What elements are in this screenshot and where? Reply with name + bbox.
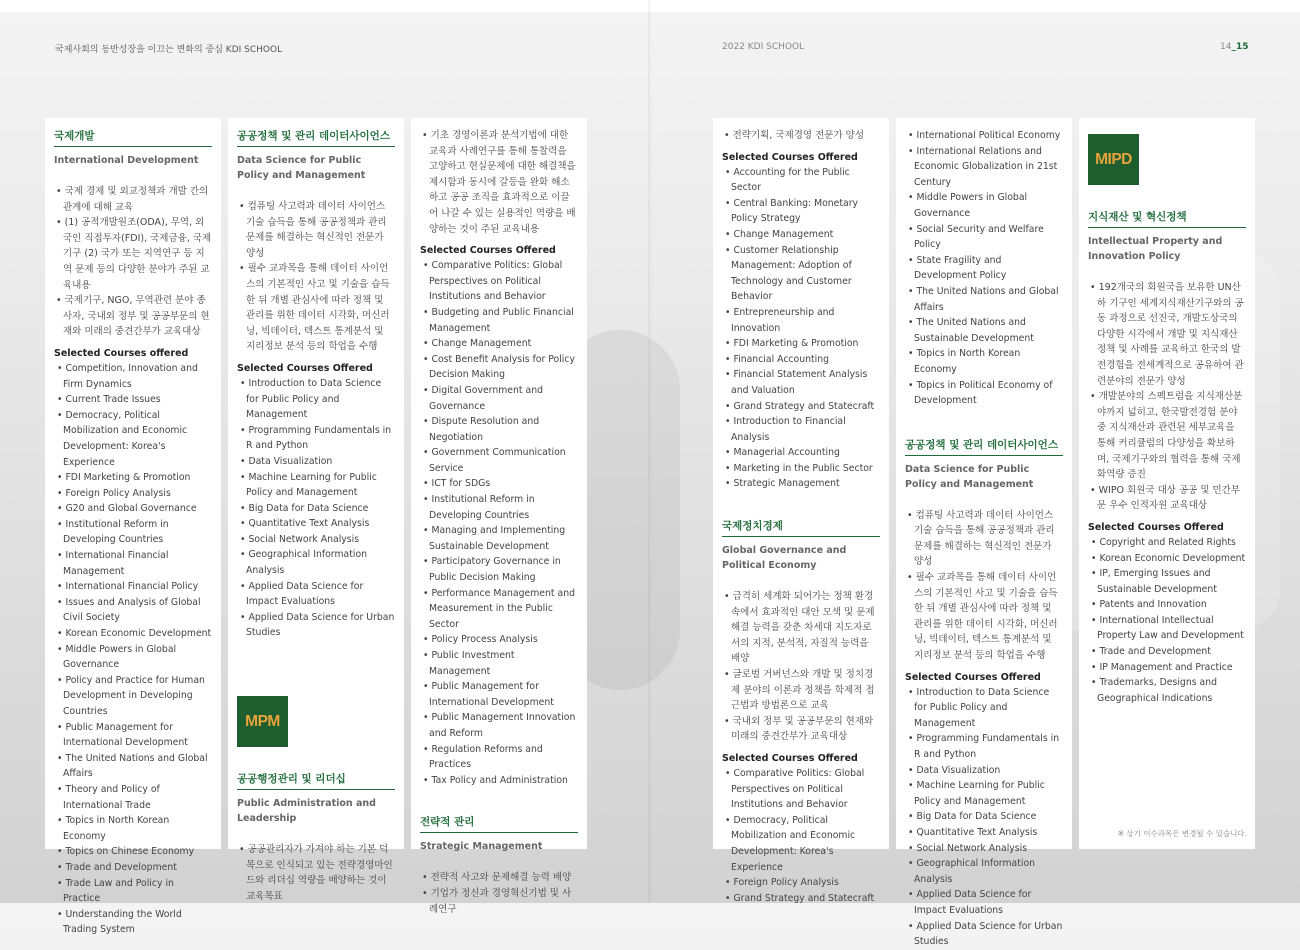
list-item: • Managing and Implementing Sustainable Development	[420, 523, 578, 554]
courses-heading: Selected Courses offered	[54, 347, 189, 359]
list-item: • Middle Powers in Global Governance	[905, 190, 1063, 221]
list-item: • Financial Accounting	[722, 352, 880, 368]
list-item: • 글로벌 거버넌스와 개발 및 정치경제 분야의 이론과 정책을 학제적 접근법과 방법론으로 교육	[722, 667, 880, 714]
column-3	[411, 118, 587, 915]
course-list	[54, 361, 212, 938]
list-item: • Programming Fundamentals in R and Python	[905, 731, 1063, 762]
list-item: • Quantitative Text Analysis	[905, 825, 1063, 841]
list-item: • Machine Learning for Public Policy and Management	[905, 778, 1063, 809]
list-item: • Social Security and Welfare Policy	[905, 222, 1063, 253]
course-list	[905, 685, 1063, 950]
list-item: • 컴퓨팅 사고력과 데이터 사이언스 기술 습득을 통해 공공정책과 관리 문제를 해결하는 혁신적인 전문가 양성	[905, 508, 1063, 570]
section-intellectual-property	[1088, 209, 1246, 706]
running-header-center: 2022 KDI SCHOOL	[722, 42, 805, 52]
list-item: • Topics in North Korean Economy	[905, 346, 1063, 377]
section-title: 공공정책 및 관리 데이터사이언스	[237, 128, 395, 147]
description-list	[1088, 280, 1246, 514]
column-6	[1079, 118, 1255, 849]
description-list	[722, 128, 880, 144]
list-item: • Foreign Policy Analysis	[722, 875, 880, 891]
section-international-development	[54, 128, 212, 938]
section-title: 공공행정관리 및 리더십	[237, 771, 395, 790]
column-2	[228, 118, 404, 902]
list-item: • Data Visualization	[237, 454, 395, 470]
section-subtitle: Data Science for Public Policy and Management	[905, 463, 1034, 490]
list-item: • Public Management Innovation and Reform	[420, 710, 578, 741]
description-list	[237, 842, 395, 904]
list-item: • Trade and Development	[54, 860, 212, 876]
section-public-administration	[237, 771, 395, 904]
list-item: • Geographical Information Analysis	[237, 547, 395, 578]
list-item: • FDI Marketing & Promotion	[54, 470, 212, 486]
list-item: • 국제 경제 및 외교정책과 개발 간의 관계에 대해 교육	[54, 184, 212, 215]
list-item: • Customer Relationship Management: Adoption of Technology and Customer Behavior	[722, 243, 880, 305]
list-item: • International Financial Management	[54, 548, 212, 579]
list-item: • 전략적 사고와 문제해결 능력 배양	[420, 870, 578, 886]
section-data-science	[237, 128, 395, 641]
list-item: • Quantitative Text Analysis	[237, 516, 395, 532]
list-item: • The United Nations and Global Affairs	[905, 284, 1063, 315]
column-5	[896, 118, 1072, 948]
courses-heading: Selected Courses Offered	[1088, 521, 1224, 533]
list-item: • Applied Data Science for Urban Studies	[237, 610, 395, 641]
list-item: • Accounting for the Public Sector	[722, 165, 880, 196]
list-item: • 컴퓨팅 사고력과 데이터 사이언스 기술 습득을 통해 공공정책과 관리 문제를 해결하는 혁신적인 전문가 양성	[237, 199, 395, 261]
list-item: • Competition, Innovation and Firm Dynamics	[54, 361, 212, 392]
list-item: • 급격히 세계화 되어가는 정책 환경 속에서 효과적인 대안 모색 및 문제 해결 능력을 갖춘 차세대 지도자로서의 지적, 분석적, 자질적 능력을 배양	[722, 589, 880, 667]
list-item: • Big Data for Data Science	[237, 501, 395, 517]
list-item: • Patents and Innovation	[1088, 597, 1246, 613]
list-item: • Democracy, Political Mobilization and Economic Development: Korea's Experience	[54, 408, 212, 470]
course-list	[905, 128, 1063, 409]
list-item: • 전략기획, 국제경영 전문가 양성	[722, 128, 880, 144]
list-item: • Applied Data Science for Impact Evaluations	[905, 887, 1063, 918]
list-item: • International Financial Policy	[54, 579, 212, 595]
list-item: • Middle Powers in Global Governance	[54, 642, 212, 673]
description-list	[54, 184, 212, 340]
list-item: • Grand Strategy and Statecraft	[722, 399, 880, 415]
list-item: • Public Management for International Development	[420, 679, 578, 710]
list-item: • Digital Government and Governance	[420, 383, 578, 414]
courses-heading: Selected Courses Offered	[905, 671, 1041, 683]
list-item: • International Intellectual Property Law and Development	[1088, 613, 1246, 644]
page-numbers	[1220, 42, 1248, 52]
section-subtitle: International Development	[54, 155, 199, 166]
list-item: • Comparative Politics: Global Perspectives on Political Institutions and Behavior	[420, 258, 578, 305]
description-list	[420, 870, 578, 917]
list-item: • Geographical Information Analysis	[905, 856, 1063, 887]
list-item: • Tax Policy and Administration	[420, 773, 578, 789]
list-item: • Performance Management and Measurement in the Public Sector	[420, 586, 578, 633]
running-header-left: 국제사회의 동반성장을 이끄는 변화의 중심 KDI SCHOOL	[55, 45, 283, 55]
list-item: • Financial Statement Analysis and Valuation	[722, 367, 880, 398]
list-item: • 필수 교과목을 통해 데이터 사이언스의 기본적인 사고 및 기술을 습득한 뒤 개별 관심사에 따라 정책 및 관리를 위한 데이터 시각화, 머신러닝, 빅데이터, 텍스트 통계분석 및 지리정보 분석 등의 학업을 수행	[237, 261, 395, 355]
column-1	[45, 118, 221, 936]
section-title: 공공정책 및 관리 데이터사이언스	[905, 437, 1063, 456]
list-item: • State Fragility and Development Policy	[905, 253, 1063, 284]
list-item: • Korean Economic Development	[1088, 551, 1246, 567]
column-4	[713, 118, 889, 904]
description-list	[420, 128, 578, 237]
list-item: • Theory and Policy of International Trade	[54, 782, 212, 813]
list-item: • Foreign Policy Analysis	[54, 486, 212, 502]
section-title: 국제개발	[54, 128, 212, 147]
section-subtitle: Intellectual Property and Innovation Policy	[1088, 236, 1223, 262]
course-list	[722, 165, 880, 492]
mipd-badge: MIPD	[1088, 134, 1139, 185]
section-public-administration-cont	[420, 128, 578, 788]
section-title: 국제정치경제	[722, 518, 880, 537]
list-item: • Public Investment Management	[420, 648, 578, 679]
list-item: • Topics on Chinese Economy	[54, 844, 212, 860]
list-item: • Copyright and Related Rights	[1088, 535, 1246, 551]
course-list	[1088, 535, 1246, 707]
list-item: • Dispute Resolution and Negotiation	[420, 414, 578, 445]
course-list	[722, 766, 880, 906]
list-item: • Machine Learning for Public Policy and Management	[237, 470, 395, 501]
list-item: • ICT for SDGs	[420, 476, 578, 492]
list-item: • Central Banking: Monetary Policy Strategy	[722, 196, 880, 227]
course-list	[420, 258, 578, 788]
list-item: • Korean Economic Development	[54, 626, 212, 642]
list-item: • Government Communication Service	[420, 445, 578, 476]
list-item: • Applied Data Science for Impact Evaluations	[237, 579, 395, 610]
list-item: • 국내외 정부 및 공공부문의 현재와 미래의 중견간부가 교육대상	[722, 714, 880, 745]
section-subtitle: Public Administration and Leadership	[237, 798, 376, 825]
list-item: • Trade and Development	[1088, 644, 1246, 660]
list-item: • 국제기구, NGO, 무역관련 분야 종사자, 국내외 정부 및 공공부문의 현재와 미래의 중견간부가 교육대상	[54, 293, 212, 340]
list-item: • Trade Law and Policy in Practice	[54, 876, 212, 907]
description-list	[905, 508, 1063, 664]
section-strategic-management	[420, 814, 578, 917]
list-item: • Applied Data Science for Urban Studies	[905, 919, 1063, 950]
list-item: • IP, Emerging Issues and Sustainable Development	[1088, 566, 1246, 597]
list-item: • Institutional Reform in Developing Countries	[54, 517, 212, 548]
courses-heading: Selected Courses Offered	[722, 151, 858, 163]
section-subtitle: Strategic Management	[420, 841, 543, 853]
list-item: • Social Network Analysis	[905, 841, 1063, 857]
list-item: • Programming Fundamentals in R and Python	[237, 423, 395, 454]
list-item: • 공공관리자가 가져야 하는 기본 덕목으로 인식되고 있는 전략경영마인드와 리더십 역량을 배양하는 것이 교육목표	[237, 842, 395, 904]
list-item: • Topics in North Korean Economy	[54, 813, 212, 844]
list-item: • G20 and Global Governance	[54, 501, 212, 517]
list-item: • Change Management	[420, 336, 578, 352]
list-item: • Introduction to Financial Analysis	[722, 414, 880, 445]
list-item: • Regulation Reforms and Practices	[420, 742, 578, 773]
description-list	[237, 199, 395, 355]
list-item: • The United Nations and Sustainable Development	[905, 315, 1063, 346]
courses-heading: Selected Courses Offered	[420, 245, 556, 257]
list-item: • Public Management for International Development	[54, 720, 212, 751]
list-item: • Cost Benefit Analysis for Policy Decision Making	[420, 352, 578, 383]
list-item: • Comparative Politics: Global Perspectives on Political Institutions and Behavior	[722, 766, 880, 813]
section-strategic-management-cont	[722, 128, 880, 492]
list-item: • Institutional Reform in Developing Countries	[420, 492, 578, 523]
page-number-right: 15	[1235, 42, 1249, 52]
footnote: ※ 상기 이수과목은 변경될 수 있습니다.	[1117, 829, 1247, 838]
list-item: • Understanding the World Trading System	[54, 907, 212, 938]
list-item: • Grand Strategy and Statecraft	[722, 891, 880, 907]
list-item: • Introduction to Data Science for Public Policy and Management	[237, 376, 395, 423]
section-global-governance-cont	[905, 128, 1063, 409]
list-item: • Strategic Management	[722, 476, 880, 492]
page-number-left: 14	[1220, 42, 1232, 52]
section-subtitle: Data Science for Public Policy and Management	[237, 155, 366, 181]
list-item: • International Relations and Economic Globalization in 21st Century	[905, 144, 1063, 191]
list-item: • Introduction to Data Science for Public Policy and Management	[905, 685, 1063, 732]
description-list	[722, 589, 880, 745]
list-item: • WIPO 회원국 대상 공공 및 민간부문 우수 인적자원 교육대상	[1088, 483, 1246, 514]
list-item: • Issues and Analysis of Global Civil Society	[54, 595, 212, 626]
course-list	[237, 376, 395, 641]
list-item: • Trademarks, Designs and Geographical Indications	[1088, 675, 1246, 706]
list-item: • Current Trade Issues	[54, 392, 212, 408]
list-item: • Data Visualization	[905, 763, 1063, 779]
list-item: • Change Management	[722, 227, 880, 243]
section-data-science-2	[905, 437, 1063, 950]
list-item: • Social Network Analysis	[237, 532, 395, 548]
list-item: • Topics in Political Economy of Development	[905, 378, 1063, 409]
list-item: • Policy Process Analysis	[420, 632, 578, 648]
list-item: • Managerial Accounting	[722, 445, 880, 461]
section-title: 전략적 관리	[420, 814, 578, 833]
list-item: • 기업가 정신과 경영혁신기법 및 사례연구	[420, 886, 578, 917]
list-item: • 필수 교과목을 통해 데이터 사이언스의 기본적인 사고 및 기술을 습득한 뒤 개별 관심사에 따라 정책 및 관리를 위한 데이터 시각화, 머신러닝, 빅데이터, 텍스트 통계분석 및 지리정보 분석 등의 학업을 수행	[905, 570, 1063, 664]
list-item: • Budgeting and Public Financial Management	[420, 305, 578, 336]
list-item: • IP Management and Practice	[1088, 660, 1246, 676]
list-item: • The United Nations and Global Affairs	[54, 751, 212, 782]
list-item: • (1) 공적개발원조(ODA), 무역, 외국인 직접투자(FDI), 국제금융, 국제기구 (2) 국가 또는 지역연구 등 지역 문제 등의 다양한 분야가 주된 교육내용	[54, 215, 212, 293]
list-item: • Entrepreneurship and Innovation	[722, 305, 880, 336]
list-item: • Policy and Practice for Human Development in Developing Countries	[54, 673, 212, 720]
section-global-governance	[722, 518, 880, 906]
courses-heading: Selected Courses Offered	[722, 753, 858, 764]
list-item: • Participatory Governance in Public Decision Making	[420, 554, 578, 585]
list-item: • International Political Economy	[905, 128, 1063, 144]
section-title: 지식재산 및 혁신정책	[1088, 209, 1246, 228]
list-item: • Marketing in the Public Sector	[722, 461, 880, 477]
list-item: • Big Data for Data Science	[905, 809, 1063, 825]
mpm-badge: MPM	[237, 696, 288, 747]
list-item: • 192개국의 회원국을 보유한 UN산하 기구인 세계지식재산기구와의 공동 과정으로 선진국, 개발도상국의 다양한 시각에서 개발 및 지식재산 정책 및 사례를 교육하고 한국의 발전경험을 전세계적으로 공유하여 관련분야의 전문가 양성	[1088, 280, 1246, 389]
list-item: • FDI Marketing & Promotion	[722, 336, 880, 352]
list-item: • 개발분야의 스펙트럼을 지식재산분야까지 넓히고, 한국발전경험 분야 중 지식재산과 관련된 세부교육을 통해 커리큘럼의 다양성을 확보하며, 국제기구와의 협력을 통해 국제화역량 증진	[1088, 389, 1246, 483]
page-number-sep: _	[1231, 42, 1236, 52]
list-item: • Democracy, Political Mobilization and Economic Development: Korea's Experience	[722, 813, 880, 875]
courses-heading: Selected Courses Offered	[237, 362, 373, 374]
section-subtitle: Global Governance and Political Economy	[722, 545, 847, 572]
list-item: • 기초 경영이론과 분석기법에 대한 교육과 사례연구를 통해 통찰력을 고양하고 현실문제에 대한 해결책을 제시함과 동시에 갈등을 완화 해소하고 공공 조직을 효과적으로 이끌어 나갈 수 있는 실용적인 역량을 배양하는 것이 주된 교육내용	[420, 128, 578, 237]
